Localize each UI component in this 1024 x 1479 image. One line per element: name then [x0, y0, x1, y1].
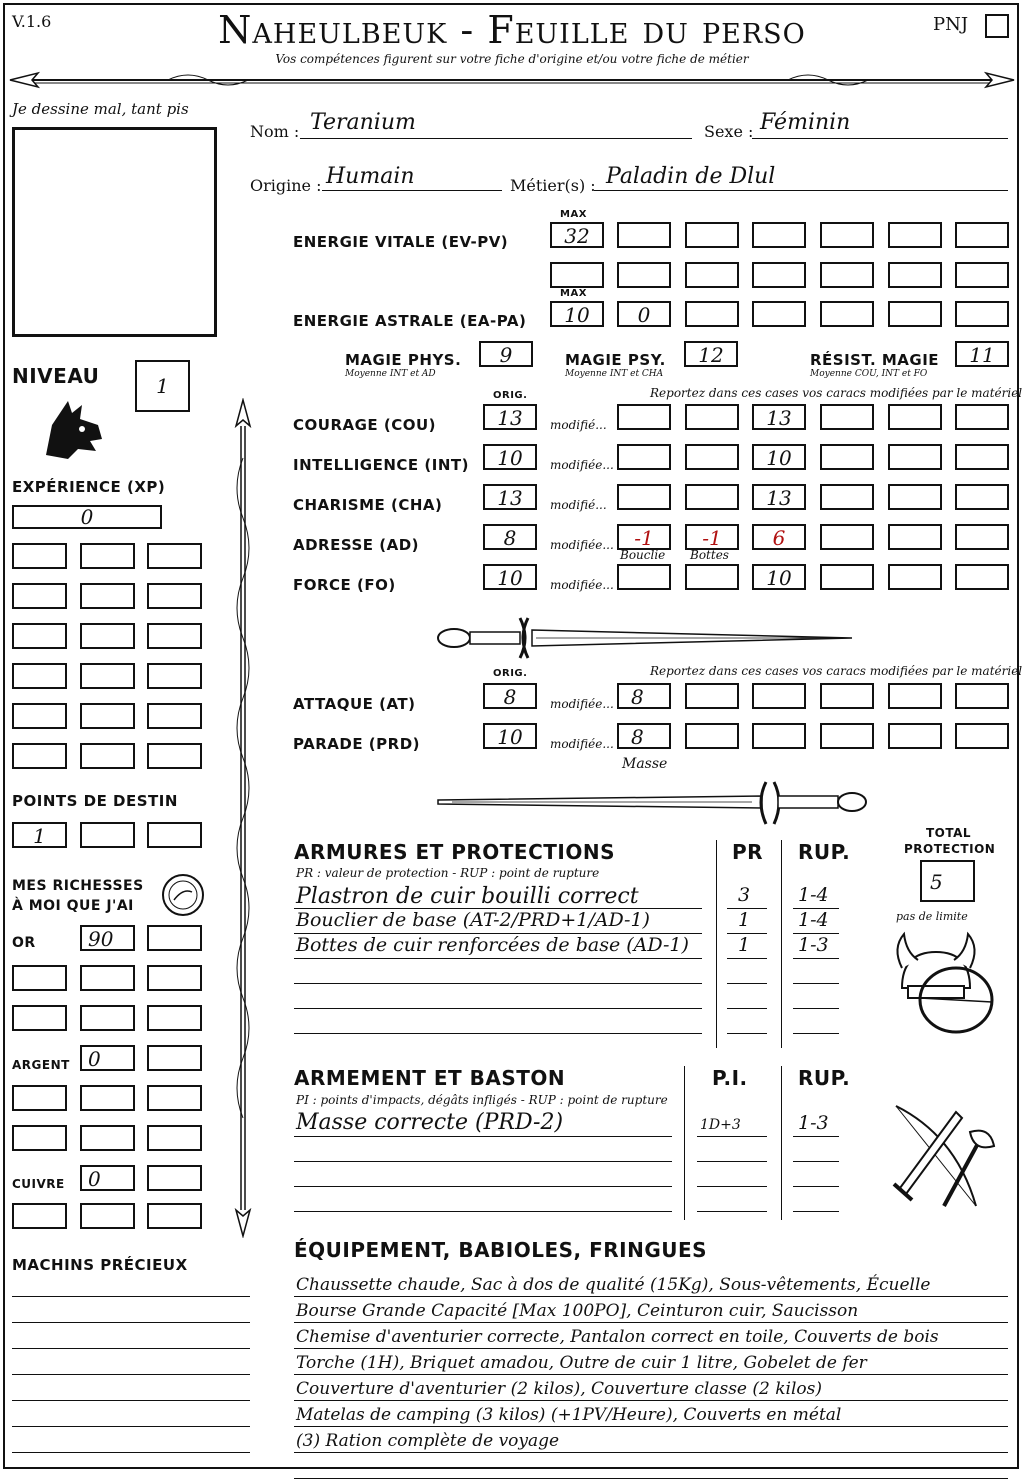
equipement-item[interactable]: Chaussette chaude, Sac à dos de qualité (15Kg), Sous-vêtements, Écuelle [296, 1275, 931, 1295]
carac-mod-box[interactable] [820, 404, 874, 430]
carac-mod-box[interactable] [820, 444, 874, 470]
vertical-spear-icon [228, 398, 258, 1238]
magie-psy-label: MAGIE PSY. [565, 351, 666, 369]
money-box[interactable] [80, 965, 135, 991]
equipement-item[interactable]: Torche (1H), Briquet amadou, Outre de cuir 1 litre, Gobelet de fer [296, 1353, 867, 1373]
armure-name[interactable]: Plastron de cuir bouilli correct [296, 884, 639, 909]
armure-pr-line [727, 983, 767, 984]
armure-pr-line [727, 1008, 767, 1009]
metier-value[interactable]: Paladin de Dlul [606, 164, 776, 189]
version-label: V.1.6 [12, 12, 52, 31]
carac-mod-box[interactable] [685, 444, 739, 470]
armement-rup-line [793, 1161, 839, 1162]
destin-box-3[interactable] [147, 822, 202, 848]
armure-line [294, 1008, 702, 1009]
caracs-report-note: Reportez dans ces cases vos caracs modifiées par le matériel [650, 386, 1023, 400]
combat-mod-box[interactable] [820, 683, 874, 709]
carac-mod-label: modifié... [550, 418, 607, 432]
carac-mod-box[interactable] [955, 564, 1009, 590]
carac-mod-box[interactable] [888, 484, 942, 510]
combat-mod-label: modifiée... [550, 697, 614, 711]
ad-note-bottes: Bottes [690, 548, 729, 562]
arme-name[interactable]: Masse correcte (PRD-2) [296, 1110, 564, 1135]
money-box[interactable] [147, 925, 202, 951]
ev-box[interactable] [617, 222, 671, 248]
xp-box[interactable] [147, 583, 202, 609]
helmet-shield-icon [890, 928, 1000, 1038]
sexe-value[interactable]: Féminin [760, 110, 851, 135]
ea-current-box[interactable]: 0 [617, 301, 671, 327]
carac-label: INTELLIGENCE (INT) [293, 456, 469, 474]
carac-orig-box[interactable]: 10 [483, 444, 537, 470]
equipement-line [294, 1322, 1008, 1323]
carac-mod-box[interactable]: -1 [685, 524, 739, 550]
equipement-item[interactable]: (3) Ration complète de voyage [296, 1431, 560, 1451]
ea-box[interactable] [955, 301, 1009, 327]
ev-box[interactable] [888, 262, 942, 288]
armures-col-divider-1 [716, 840, 717, 1048]
pnj-label: PNJ [933, 14, 969, 35]
ev-box[interactable] [888, 222, 942, 248]
arme-pi[interactable]: 1D+3 [700, 1117, 741, 1133]
money-box[interactable] [147, 1085, 202, 1111]
origine-line [322, 190, 502, 191]
armure-rup-line [793, 1033, 839, 1034]
carac-mod-box[interactable] [685, 404, 739, 430]
total-protection-box[interactable]: 5 [920, 860, 975, 902]
resist-magie-label: RÉSIST. MAGIE [810, 351, 940, 369]
ev-box[interactable] [955, 262, 1009, 288]
money-box[interactable] [12, 1085, 67, 1111]
carac-mod-box[interactable]: 6 [752, 524, 806, 550]
armement-col-divider-2 [781, 1066, 782, 1220]
ea-max-label: MAX [560, 288, 587, 299]
carac-mod-box[interactable] [617, 444, 671, 470]
sexe-line [752, 138, 1008, 139]
carac-mod-box[interactable] [955, 444, 1009, 470]
magie-phys-label: MAGIE PHYS. [345, 351, 462, 369]
carac-mod-label: modifiée... [550, 538, 614, 552]
or-label: OR [12, 935, 36, 951]
carac-mod-box[interactable] [955, 524, 1009, 550]
magie-psy-box[interactable]: 12 [684, 341, 738, 367]
carac-mod-box[interactable] [888, 444, 942, 470]
ev-max-label: MAX [560, 209, 587, 220]
xp-box[interactable] [147, 623, 202, 649]
money-box[interactable] [80, 1005, 135, 1031]
richesses-label-2: À MOI QUE J'AI [12, 898, 134, 914]
argent-label: ARGENT [12, 1058, 70, 1072]
ev-max-box[interactable]: 32 [550, 222, 604, 248]
money-box[interactable] [147, 1045, 202, 1071]
combat-label: ATTAQUE (AT) [293, 695, 416, 713]
combat-mod-box[interactable] [955, 723, 1009, 749]
xp-box[interactable]: 0 [12, 505, 162, 529]
combat-mod-box[interactable] [752, 723, 806, 749]
equipement-item[interactable]: Matelas de camping (3 kilos) (+1PV/Heure), Couverts en métal [296, 1405, 842, 1425]
money-box[interactable] [147, 1203, 202, 1229]
carac-mod-box[interactable] [955, 404, 1009, 430]
armure-pr[interactable]: 1 [738, 909, 751, 931]
magie-phys-note: Moyenne INT et AD [345, 369, 436, 379]
combat-orig-box[interactable]: 10 [483, 723, 537, 749]
ev-box[interactable] [820, 262, 874, 288]
xp-box[interactable] [12, 543, 67, 569]
xp-box[interactable] [12, 743, 67, 769]
resist-magie-box[interactable]: 11 [955, 341, 1009, 367]
equipement-title: ÉQUIPEMENT, BABIOLES, FRINGUES [294, 1238, 708, 1262]
armement-rup-line [793, 1211, 839, 1212]
xp-box[interactable] [147, 743, 202, 769]
money-box[interactable] [147, 965, 202, 991]
xp-box[interactable] [80, 703, 135, 729]
money-box[interactable] [12, 1005, 67, 1031]
carac-orig-box[interactable]: 13 [483, 484, 537, 510]
xp-box[interactable] [80, 743, 135, 769]
armement-pi-line [697, 1186, 767, 1187]
argent-box[interactable]: 0 [80, 1045, 135, 1071]
armure-name[interactable]: Bouclier de base (AT-2/PRD+1/AD-1) [296, 909, 650, 931]
money-box[interactable] [12, 965, 67, 991]
ev-box[interactable] [752, 222, 806, 248]
richesses-label-1: MES RICHESSES [12, 878, 144, 894]
armure-line [294, 958, 702, 959]
equipement-line [294, 1426, 1008, 1427]
or-box[interactable]: 90 [80, 925, 135, 951]
portrait-caption: Je dessine mal, tant pis [12, 100, 189, 118]
carac-label: ADRESSE (AD) [293, 536, 420, 554]
crossed-weapons-icon [886, 1096, 1006, 1216]
ev-box[interactable] [955, 222, 1009, 248]
equipement-line [294, 1296, 1008, 1297]
carac-orig-box[interactable]: 8 [483, 524, 537, 550]
total-protection-label-1: TOTAL [926, 826, 972, 840]
sword-icon [432, 612, 874, 662]
armement-pi-line [697, 1161, 767, 1162]
xp-box[interactable] [12, 663, 67, 689]
combat-mod-box[interactable] [955, 683, 1009, 709]
dragon-head-icon [38, 395, 108, 465]
money-box[interactable] [80, 1125, 135, 1151]
resist-magie-note: Moyenne COU, INT et FO [810, 369, 928, 379]
money-box[interactable] [12, 1125, 67, 1151]
armure-pr[interactable]: 3 [738, 884, 751, 906]
money-box[interactable] [147, 1165, 202, 1191]
armement-title: ARMEMENT ET BASTON [294, 1066, 566, 1090]
equipement-item[interactable]: Couverture d'aventurier (2 kilos), Couverture classe (2 kilos) [296, 1379, 822, 1399]
combat-mod-box[interactable] [752, 683, 806, 709]
armement-rup-line [793, 1136, 839, 1137]
nom-value[interactable]: Teranium [310, 110, 416, 135]
carac-mod-box[interactable] [888, 524, 942, 550]
armement-line [294, 1211, 672, 1212]
nom-label: Nom : [250, 122, 300, 141]
combat-mod-box[interactable] [888, 723, 942, 749]
ev-box[interactable] [685, 222, 739, 248]
xp-box[interactable] [12, 703, 67, 729]
carac-mod-box[interactable]: 10 [752, 444, 806, 470]
metier-line [594, 190, 1008, 191]
ea-box[interactable] [685, 301, 739, 327]
combat-orig-box[interactable]: 8 [483, 683, 537, 709]
carac-label: COURAGE (COU) [293, 416, 437, 434]
sheet-title: Naheulbeuk - Feuille du perso [218, 8, 806, 52]
destin-label: POINTS DE DESTIN [12, 792, 178, 810]
carac-mod-box[interactable]: -1 [617, 524, 671, 550]
combat-report-note: Reportez dans ces cases vos caracs modifiées par le matériel [650, 664, 1023, 678]
ev-box[interactable] [820, 222, 874, 248]
armure-pr[interactable]: 1 [738, 934, 751, 956]
armures-pr-header: PR [732, 840, 764, 864]
armure-rup[interactable]: 1-3 [798, 934, 829, 956]
xp-label: EXPÉRIENCE (XP) [12, 478, 166, 496]
armure-line [294, 1033, 702, 1034]
armure-pr-line [727, 958, 767, 959]
machins-line [12, 1296, 250, 1297]
carac-orig-box[interactable]: 10 [483, 564, 537, 590]
combat-mod-box[interactable] [820, 723, 874, 749]
combat-mod-box[interactable]: 8 [617, 683, 671, 709]
armure-rup-line [793, 958, 839, 959]
armement-line [294, 1136, 672, 1137]
niveau-box[interactable]: 1 [135, 360, 190, 412]
origine-label: Origine : [250, 176, 322, 195]
machins-line [12, 1452, 250, 1453]
armures-title: ARMURES ET PROTECTIONS [294, 840, 615, 864]
carac-mod-box[interactable] [888, 564, 942, 590]
armure-name[interactable]: Bottes de cuir renforcées de base (AD-1) [296, 934, 689, 956]
armement-note: PI : points d'impacts, dégâts infligés - RUP : point de rupture [296, 1093, 668, 1107]
money-box[interactable] [147, 1125, 202, 1151]
carac-mod-box[interactable] [685, 564, 739, 590]
carac-mod-box[interactable] [617, 564, 671, 590]
sword-icon-2 [432, 778, 874, 828]
armure-rup-line [793, 1008, 839, 1009]
portrait-box[interactable] [12, 127, 217, 337]
armement-col-divider-1 [684, 1066, 685, 1220]
xp-box[interactable] [147, 703, 202, 729]
magie-phys-box[interactable]: 9 [479, 341, 533, 367]
arme-rup[interactable]: 1-3 [798, 1112, 829, 1134]
ev-label: ENERGIE VITALE (EV-PV) [293, 233, 509, 251]
money-box[interactable] [147, 1005, 202, 1031]
combat-mod-box[interactable] [685, 683, 739, 709]
armement-pi-header: P.I. [712, 1066, 748, 1090]
ea-box[interactable] [752, 301, 806, 327]
total-protection-note: pas de limite [896, 910, 968, 923]
ea-label: ENERGIE ASTRALE (EA-PA) [293, 312, 527, 330]
xp-box[interactable] [147, 543, 202, 569]
equipement-item[interactable]: Chemise d'aventurier correcte, Pantalon correct en toile, Couverts de bois [296, 1327, 939, 1347]
cuivre-label: CUIVRE [12, 1177, 65, 1191]
pnj-checkbox[interactable] [985, 14, 1009, 38]
xp-box[interactable] [147, 663, 202, 689]
carac-mod-box[interactable] [820, 524, 874, 550]
armure-pr-line [727, 1033, 767, 1034]
combat-mod-box[interactable] [685, 723, 739, 749]
carac-mod-box[interactable]: 13 [752, 484, 806, 510]
armures-rup-header: RUP. [798, 840, 851, 864]
machins-line [12, 1348, 250, 1349]
combat-mod-box[interactable]: 8 [617, 723, 671, 749]
carac-mod-box[interactable] [617, 404, 671, 430]
ev-box[interactable] [550, 262, 604, 288]
carac-mod-box[interactable]: 10 [752, 564, 806, 590]
magie-psy-note: Moyenne INT et CHA [565, 369, 664, 379]
cuivre-box[interactable]: 0 [80, 1165, 135, 1191]
machins-line [12, 1400, 250, 1401]
spear-divider-icon [8, 68, 1016, 92]
ev-box[interactable] [617, 262, 671, 288]
armure-line [294, 983, 702, 984]
destin-box-1[interactable]: 1 [12, 822, 67, 848]
equipement-line [294, 1348, 1008, 1349]
equipement-line [294, 1374, 1008, 1375]
sexe-label: Sexe : [704, 122, 754, 141]
combat-orig-label: ORIG. [493, 668, 528, 679]
carac-mod-label: modifié... [550, 498, 607, 512]
money-box[interactable] [80, 1085, 135, 1111]
armement-line [294, 1186, 672, 1187]
ev-box[interactable] [685, 262, 739, 288]
nom-line [300, 138, 692, 139]
armure-rup-line [793, 983, 839, 984]
carac-mod-box[interactable] [617, 484, 671, 510]
equipement-item[interactable]: Bourse Grande Capacité [Max 100PO], Ceinturon cuir, Saucisson [296, 1301, 859, 1321]
xp-box[interactable] [12, 623, 67, 649]
ev-box[interactable] [752, 262, 806, 288]
origine-value[interactable]: Humain [326, 164, 415, 189]
ea-max-box[interactable]: 10 [550, 301, 604, 327]
xp-box[interactable] [12, 583, 67, 609]
sheet-subtitle: Vos compétences figurent sur votre fiche d'origine et/ou votre fiche de métier [275, 52, 749, 66]
xp-box[interactable] [80, 623, 135, 649]
armement-pi-line [697, 1211, 767, 1212]
armement-rup-header: RUP. [798, 1066, 851, 1090]
carac-mod-box[interactable] [820, 484, 874, 510]
armure-rup[interactable]: 1-4 [798, 909, 829, 931]
caracs-orig-label: ORIG. [493, 390, 528, 401]
carac-orig-box[interactable]: 13 [483, 404, 537, 430]
carac-mod-label: modifiée... [550, 578, 614, 592]
equipement-line [294, 1400, 1008, 1401]
destin-box-2[interactable] [80, 822, 135, 848]
carac-mod-box[interactable] [888, 404, 942, 430]
xp-box[interactable] [80, 663, 135, 689]
machins-label: MACHINS PRÉCIEUX [12, 1256, 188, 1274]
metier-label: Métier(s) : [510, 176, 596, 195]
armement-line [294, 1161, 672, 1162]
machins-line [12, 1374, 250, 1375]
combat-mod-label: modifiée... [550, 737, 614, 751]
carac-mod-box[interactable] [955, 484, 1009, 510]
money-box[interactable] [12, 1203, 67, 1229]
equipement-line [294, 1452, 1008, 1453]
carac-label: FORCE (FO) [293, 576, 396, 594]
ad-note-bouclier: Bouclie [620, 548, 666, 562]
xp-box[interactable] [80, 583, 135, 609]
money-box[interactable] [80, 1203, 135, 1229]
carac-mod-label: modifiée... [550, 458, 614, 472]
carac-mod-box[interactable] [685, 484, 739, 510]
xp-box[interactable] [80, 543, 135, 569]
machins-line [12, 1426, 250, 1427]
armure-rup[interactable]: 1-4 [798, 884, 829, 906]
armures-note: PR : valeur de protection - RUP : point de rupture [296, 866, 600, 880]
armement-rup-line [793, 1186, 839, 1187]
ea-box[interactable] [820, 301, 874, 327]
coin-icon [160, 872, 206, 918]
armures-col-divider-2 [781, 840, 782, 1048]
carac-mod-box[interactable] [820, 564, 874, 590]
carac-label: CHARISME (CHA) [293, 496, 443, 514]
carac-mod-box[interactable]: 13 [752, 404, 806, 430]
combat-mod-box[interactable] [888, 683, 942, 709]
total-protection-label-2: PROTECTION [904, 842, 996, 856]
machins-line [12, 1322, 250, 1323]
ea-box[interactable] [888, 301, 942, 327]
niveau-label: NIVEAU [12, 364, 100, 388]
armement-pi-line [697, 1136, 767, 1137]
prd-note: Masse [622, 756, 668, 772]
combat-label: PARADE (PRD) [293, 735, 421, 753]
